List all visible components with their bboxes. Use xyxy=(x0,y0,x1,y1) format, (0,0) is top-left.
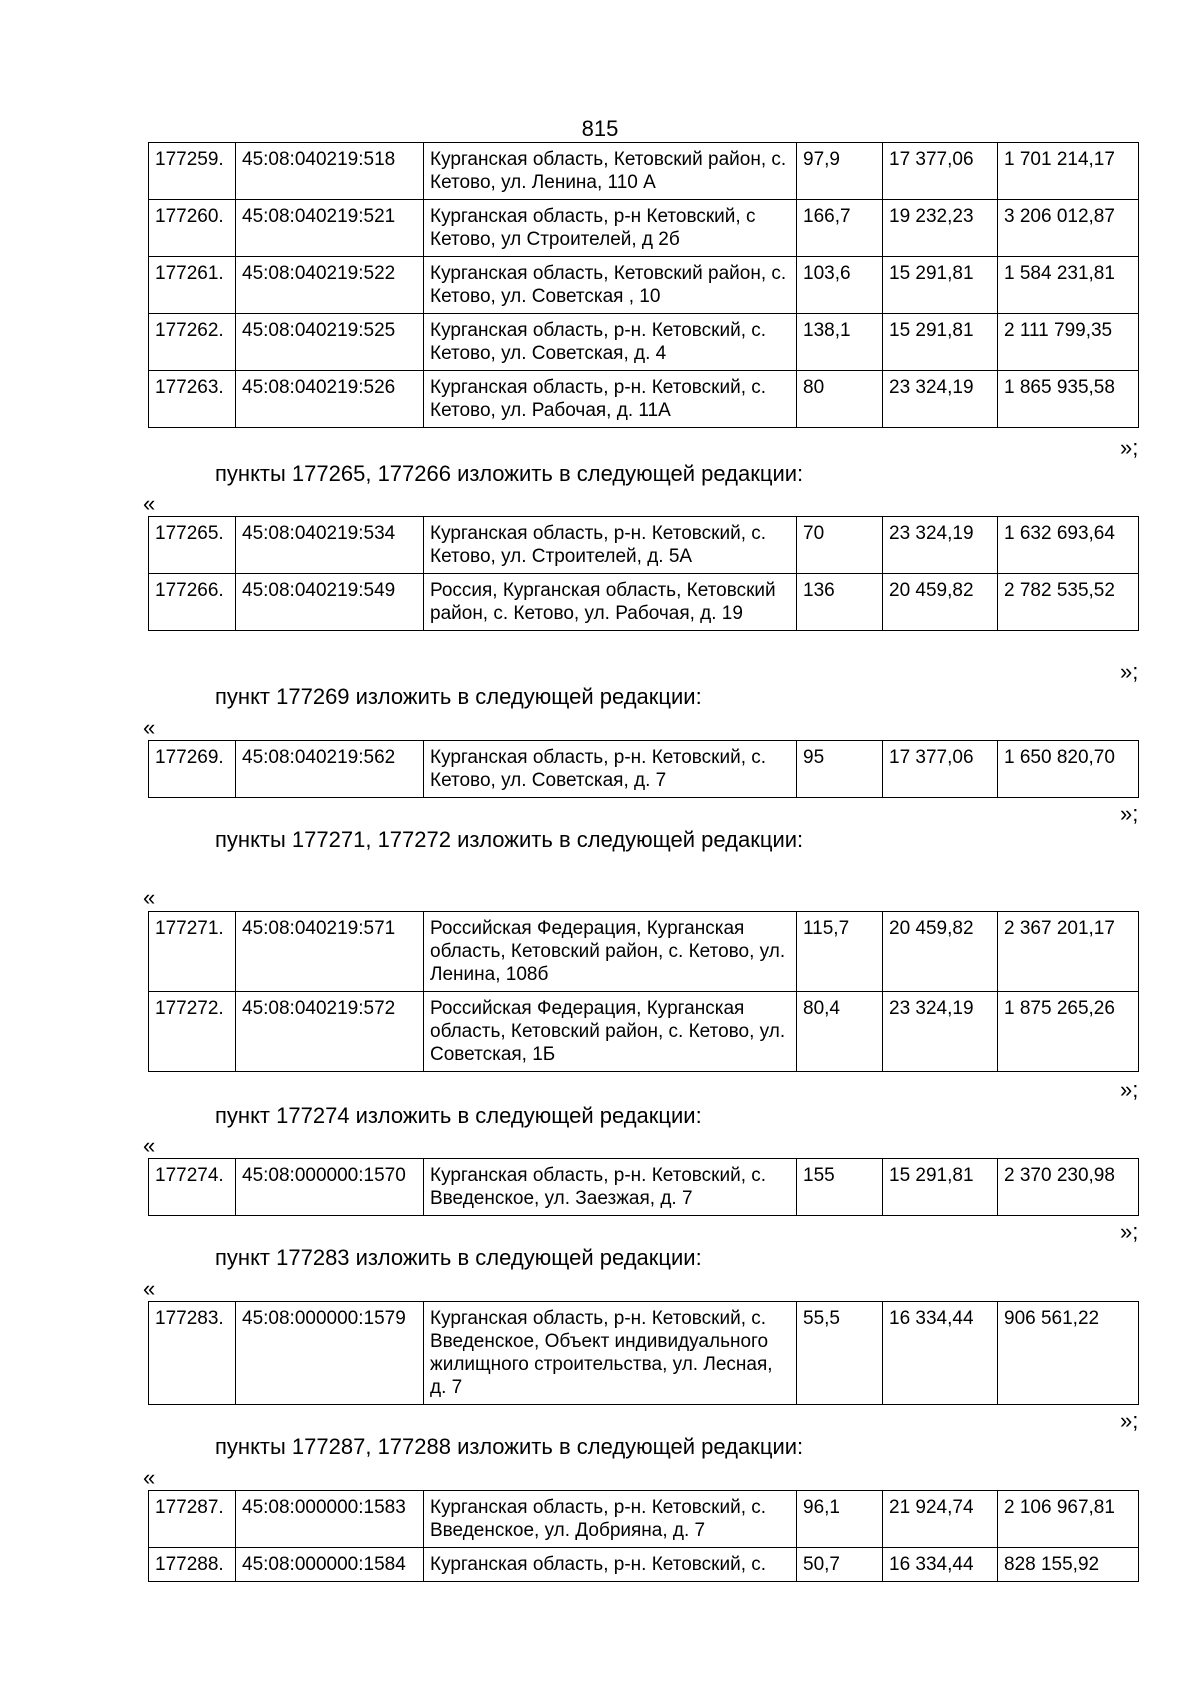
cadastral-value: 1 701 214,17 xyxy=(998,143,1139,200)
address: Курганская область, р-н Кетовский, с Кетово, ул Строителей, д 2б xyxy=(424,200,797,257)
address: Курганская область, р-н. Кетовский, с. Кетово, ул. Советская, д. 7 xyxy=(424,741,797,798)
unit-value: 16 334,44 xyxy=(883,1302,998,1405)
row-number: 177259. xyxy=(149,143,236,200)
area: 50,7 xyxy=(797,1548,883,1582)
area: 97,9 xyxy=(797,143,883,200)
opening-quote: « xyxy=(143,715,156,740)
table-row xyxy=(149,1302,1139,1405)
address: Россия, Курганская область, Кетовский район, с. Кетово, ул. Рабочая, д. 19 xyxy=(424,574,797,631)
area: 115,7 xyxy=(797,912,883,992)
table-row xyxy=(149,992,1139,1072)
amendment-instruction: пункт 177269 изложить в следующей редакции: xyxy=(215,684,702,709)
address: Курганская область, р-н. Кетовский, с. Кетово, ул. Строителей, д. 5А xyxy=(424,517,797,574)
table-row xyxy=(149,741,1139,798)
amendment-instruction: пункт 177274 изложить в следующей редакции: xyxy=(215,1103,702,1128)
cadastral-number: 45:08:040219:534 xyxy=(236,517,424,574)
address: Курганская область, р-н. Кетовский, с. Введенское, ул. Заезжая, д. 7 xyxy=(424,1159,797,1216)
cadastral-value: 906 561,22 xyxy=(998,1302,1139,1405)
unit-value: 21 924,74 xyxy=(883,1491,998,1548)
opening-quote: « xyxy=(143,885,156,910)
cadastral-value: 2 106 967,81 xyxy=(998,1491,1139,1548)
cadastral-number: 45:08:040219:518 xyxy=(236,143,424,200)
table-row xyxy=(149,314,1139,371)
cadastral-number: 45:08:000000:1583 xyxy=(236,1491,424,1548)
cadastral-value: 2 367 201,17 xyxy=(998,912,1139,992)
table-row xyxy=(149,1491,1139,1548)
address: Курганская область, р-н. Кетовский, с. Введенское, ул. Добрияна, д. 7 xyxy=(424,1491,797,1548)
closing-quote: »; xyxy=(1120,1077,1139,1102)
cadastral-number: 45:08:040219:526 xyxy=(236,371,424,428)
cadastral-number: 45:08:040219:572 xyxy=(236,992,424,1072)
area: 136 xyxy=(797,574,883,631)
cadastral-value: 1 865 935,58 xyxy=(998,371,1139,428)
cadastral-number: 45:08:040219:562 xyxy=(236,741,424,798)
cadastral-number: 45:08:000000:1579 xyxy=(236,1302,424,1405)
area: 80,4 xyxy=(797,992,883,1072)
table-row xyxy=(149,200,1139,257)
cadastral-value: 1 650 820,70 xyxy=(998,741,1139,798)
opening-quote: « xyxy=(143,1276,156,1301)
unit-value: 15 291,81 xyxy=(883,1159,998,1216)
table-row xyxy=(149,517,1139,574)
page-number: 815 xyxy=(581,116,619,141)
cadastral-value: 1 632 693,64 xyxy=(998,517,1139,574)
row-number: 177271. xyxy=(149,912,236,992)
area: 95 xyxy=(797,741,883,798)
area: 155 xyxy=(797,1159,883,1216)
registry-table xyxy=(148,516,1139,631)
row-number: 177287. xyxy=(149,1491,236,1548)
table-row xyxy=(149,574,1139,631)
address: Курганская область, Кетовский район, с. Кетово, ул. Ленина, 110 А xyxy=(424,143,797,200)
cadastral-number: 45:08:040219:549 xyxy=(236,574,424,631)
cadastral-number: 45:08:040219:525 xyxy=(236,314,424,371)
area: 138,1 xyxy=(797,314,883,371)
closing-quote: »; xyxy=(1120,801,1139,826)
cadastral-value: 2 370 230,98 xyxy=(998,1159,1139,1216)
unit-value: 15 291,81 xyxy=(883,314,998,371)
unit-value: 23 324,19 xyxy=(883,517,998,574)
registry-table xyxy=(148,1158,1139,1216)
amendment-instruction: пункты 177265, 177266 изложить в следующей редакции: xyxy=(215,461,804,486)
closing-quote: »; xyxy=(1120,1408,1139,1433)
cadastral-value: 1 875 265,26 xyxy=(998,992,1139,1072)
row-number: 177283. xyxy=(149,1302,236,1405)
closing-quote: »; xyxy=(1120,1219,1139,1244)
area: 166,7 xyxy=(797,200,883,257)
address: Российская Федерация, Курганская область, Кетовский район, с. Кетово, ул. Советская, 1Б xyxy=(424,992,797,1072)
row-number: 177261. xyxy=(149,257,236,314)
opening-quote: « xyxy=(143,1133,156,1158)
unit-value: 20 459,82 xyxy=(883,574,998,631)
cadastral-value: 2 782 535,52 xyxy=(998,574,1139,631)
cadastral-value: 2 111 799,35 xyxy=(998,314,1139,371)
cadastral-number: 45:08:040219:571 xyxy=(236,912,424,992)
address: Курганская область, р-н. Кетовский, с. Кетово, ул. Советская, д. 4 xyxy=(424,314,797,371)
cadastral-value: 3 206 012,87 xyxy=(998,200,1139,257)
address: Российская Федерация, Курганская область, Кетовский район, с. Кетово, ул. Ленина, 108б xyxy=(424,912,797,992)
row-number: 177269. xyxy=(149,741,236,798)
table-row xyxy=(149,371,1139,428)
opening-quote: « xyxy=(143,491,156,516)
area: 70 xyxy=(797,517,883,574)
area: 96,1 xyxy=(797,1491,883,1548)
closing-quote: »; xyxy=(1120,659,1139,684)
cadastral-value: 828 155,92 xyxy=(998,1548,1139,1582)
row-number: 177265. xyxy=(149,517,236,574)
area: 103,6 xyxy=(797,257,883,314)
registry-table xyxy=(148,1490,1139,1582)
row-number: 177266. xyxy=(149,574,236,631)
cadastral-number: 45:08:040219:522 xyxy=(236,257,424,314)
amendment-instruction: пункты 177271, 177272 изложить в следующей редакции: xyxy=(215,827,804,852)
area: 55,5 xyxy=(797,1302,883,1405)
unit-value: 16 334,44 xyxy=(883,1548,998,1582)
unit-value: 17 377,06 xyxy=(883,741,998,798)
unit-value: 17 377,06 xyxy=(883,143,998,200)
opening-quote: « xyxy=(143,1465,156,1490)
unit-value: 15 291,81 xyxy=(883,257,998,314)
unit-value: 19 232,23 xyxy=(883,200,998,257)
cadastral-value: 1 584 231,81 xyxy=(998,257,1139,314)
table-row xyxy=(149,257,1139,314)
row-number: 177274. xyxy=(149,1159,236,1216)
row-number: 177263. xyxy=(149,371,236,428)
row-number: 177260. xyxy=(149,200,236,257)
unit-value: 20 459,82 xyxy=(883,912,998,992)
address: Курганская область, р-н. Кетовский, с. xyxy=(424,1548,797,1582)
address: Курганская область, Кетовский район, с. Кетово, ул. Советская , 10 xyxy=(424,257,797,314)
closing-quote: »; xyxy=(1120,435,1139,460)
cadastral-number: 45:08:040219:521 xyxy=(236,200,424,257)
table-row xyxy=(149,143,1139,200)
table-row xyxy=(149,912,1139,992)
unit-value: 23 324,19 xyxy=(883,371,998,428)
cadastral-number: 45:08:000000:1570 xyxy=(236,1159,424,1216)
cadastral-number: 45:08:000000:1584 xyxy=(236,1548,424,1582)
address: Курганская область, р-н. Кетовский, с. Введенское, Объект индивидуального жилищного строительства, ул. Лесная, д. 7 xyxy=(424,1302,797,1405)
row-number: 177272. xyxy=(149,992,236,1072)
table-row xyxy=(149,1548,1139,1582)
registry-table xyxy=(148,1301,1139,1405)
unit-value: 23 324,19 xyxy=(883,992,998,1072)
registry-table xyxy=(148,911,1139,1072)
address: Курганская область, р-н. Кетовский, с. Кетово, ул. Рабочая, д. 11А xyxy=(424,371,797,428)
row-number: 177262. xyxy=(149,314,236,371)
amendment-instruction: пункт 177283 изложить в следующей редакции: xyxy=(215,1245,702,1270)
area: 80 xyxy=(797,371,883,428)
table-row xyxy=(149,1159,1139,1216)
registry-table xyxy=(148,142,1139,428)
registry-table xyxy=(148,740,1139,798)
amendment-instruction: пункты 177287, 177288 изложить в следующей редакции: xyxy=(215,1434,804,1459)
row-number: 177288. xyxy=(149,1548,236,1582)
